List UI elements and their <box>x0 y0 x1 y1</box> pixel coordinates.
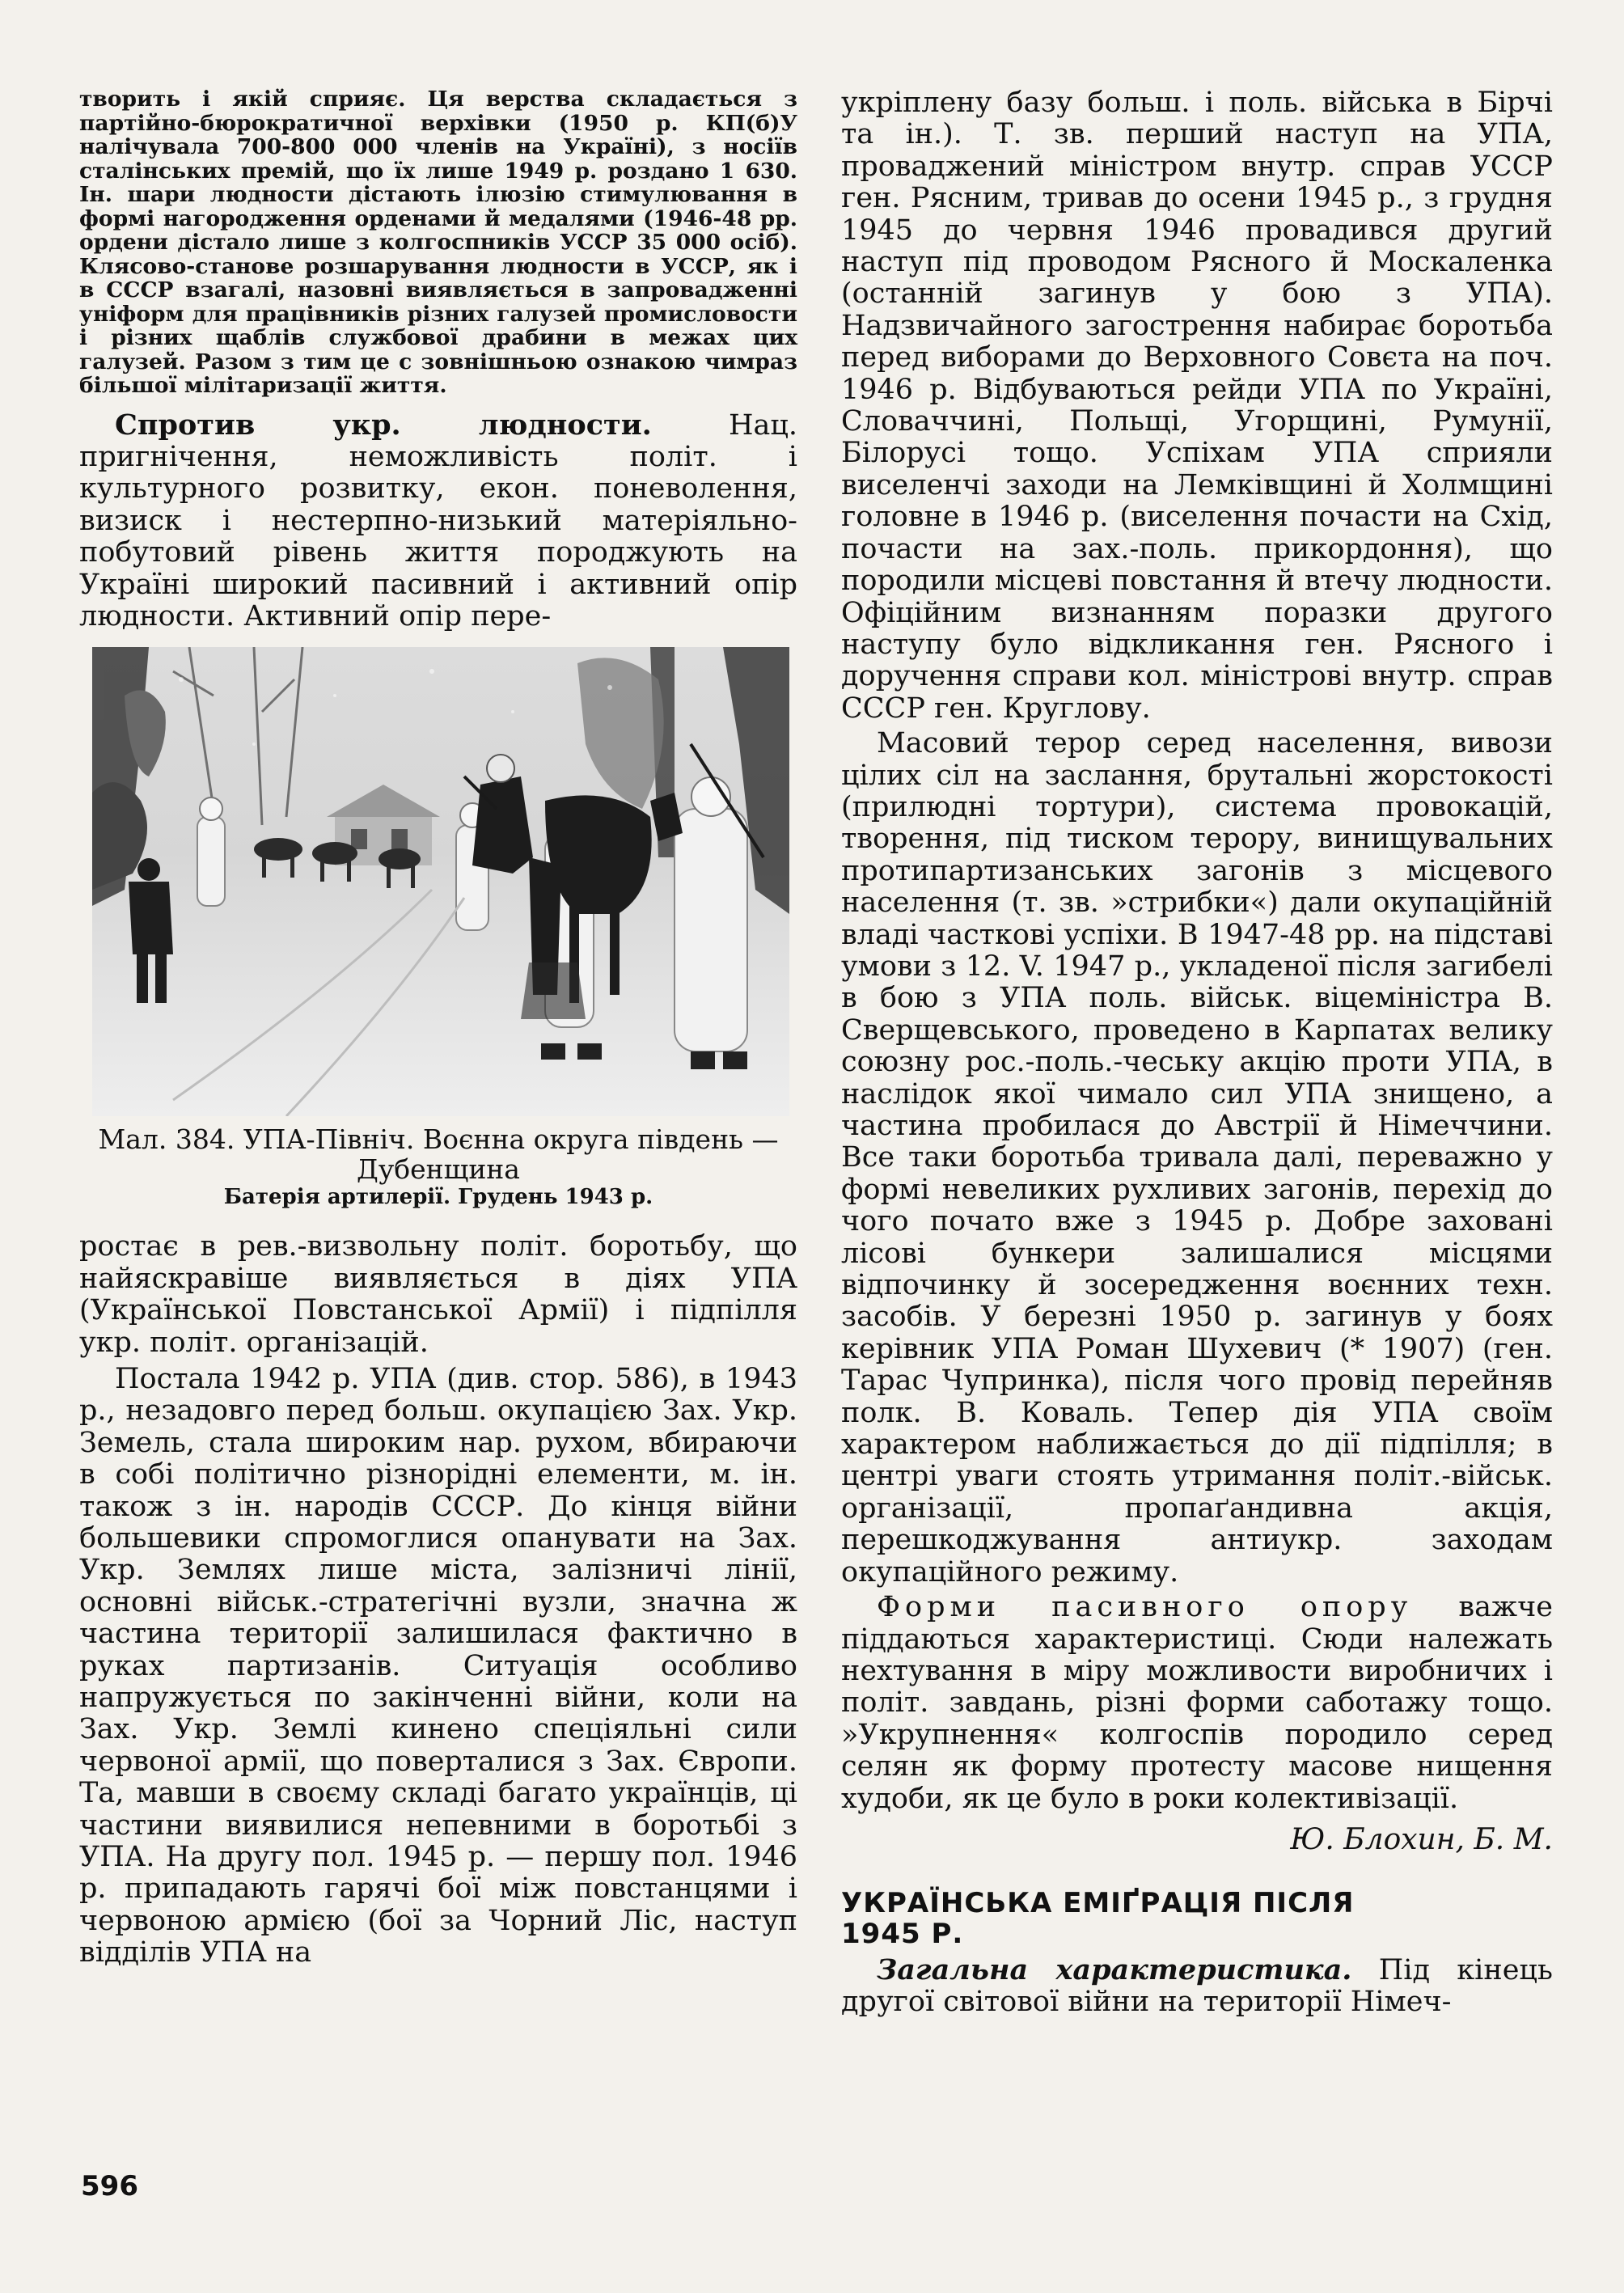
intro-paragraph: творить і якій сприяє. Ця верства складається з партійно-бюрократичної верхівки (1950 р. КП(б)У налічувала 700-800 000 членів на Україні), з носіїв сталінських премій, що їх лише 1949 р. роздано 1 630. Ін. шари людности дістають ілюзію стимулювання в формі нагородження орденами й медалями (1946-48 рр. ордени дістало лише з колгоспників УССР 35 000 осіб). Клясово-станове розшарування людности в УССР, як і в СССР взагалі, назовні виявляється в запровадженні уніформ для працівників різних галузей промисловости і різних щаблів службової драбини в межах цих галузей. Разом з тим це с зовнішньою ознакою чимраз більшої мілітаризації життя. <box>79 87 797 398</box>
continuation-paragraph: укріплену базу больш. і поль. війська в Бірчі та ін.). Т. зв. перший наступ на УПА, проваджений міністром внутр. справ УССР ген. Рясним, тривав до осени 1945 р., з грудня 1945 до червня 1946 провадився другий наступ під проводом Рясного й Москаленка (останній загинув у бою з УПА). Надзвичайного загострення набирає боротьба перед виборами до Верховного Совєта на поч. 1946 р. Відбуваються рейди УПА по Україні, Словаччині, Польщі, Угорщині, Румунії, Білорусі тощо. Успіхам УПА сприяли виселенчі заходи на Лемківщині й Холмщині головне в 1946 р. (виселення почасти на Схід, почасти на зах.-поль. прикордоння), що породили місцеві повстання й втечу людности. Офіційним визнанням поразки другого наступу було відкликання ген. Рясного і доручення справи кол. міністрові внутр. справ СССР ген. Круглову. <box>841 87 1553 725</box>
figure-caption: Мал. 384. УПА-Північ. Воєнна округа південь — Дубенщина <box>98 1123 779 1186</box>
passive-paragraph <box>841 1592 1553 1815</box>
general-text: Під кінець другої світової війни на території Німеч- <box>841 1953 1553 2019</box>
figure-subcaption: Батерія артилерії. Грудень 1943 р. <box>223 1185 653 1210</box>
general-paragraph <box>841 1954 1553 2019</box>
right-column <box>841 87 1553 2019</box>
resistance-text: Нац. пригнічення, неможливість політ. і культурного розвитку, екон. поневолення, визиск і нестерпно-низький матеріяльно-побутовий рівень життя породжують на Україні широкий пасивний і активний опір людности. Активний опір пере- <box>79 408 797 632</box>
winter-artillery-photo <box>92 647 789 1116</box>
page-number: 596 <box>81 2170 138 2202</box>
resistance-heading: Спротив укр. людности. <box>115 408 652 442</box>
resistance-paragraph <box>79 409 797 633</box>
section-title-line2: 1945 Р. <box>841 1917 964 1950</box>
author-signature: Ю. Блохин, Б. М. <box>1290 1822 1553 1856</box>
upa-paragraph: Постала 1942 р. УПА (див. стор. 586), в 1943 р., незадовго перед больш. окупацією Зах. Укр. Земель, стала широким нар. рухом, вбираючи в собі політично різнорідні елементи, м. ін. також з ін. народів СССР. До кінця війни большевики спромоглися опанувати на Зах. Укр. Землях лише міста, залізничі лінії, основні військ.-стратегічні вузли, значна ж частина території залишилася фактично в руках партизанів. Ситуація особливо напружується по закінченні війни, коли на Зах. Укр. Землі кинено спеціяльні сили червоної армії, що поверталися з Зах. Європи. Та, мавши в своєму складі багато українців, ці частини виявилися непевними в боротьбі з УПА. На другу пол. 1945 р. — першу пол. 1946 р. припадають гарячі бої між повстанцями і червоною армією (бої за Чорний Ліс, наступ відділів УПА на <box>79 1362 797 1969</box>
left-column <box>79 87 797 1969</box>
figure-photo <box>92 647 789 1116</box>
section-title-line1: УКРАЇНСЬКА ЕМІҐРАЦІЯ ПІСЛЯ <box>841 1886 1355 1919</box>
terror-paragraph: Масовий терор серед населення, вивози цілих сіл на заслання, брутальні жорстокості (прилюдні тортури), система провокацій, творення, під тиском терору, винищувальних протипартизанських загонів з місцевого населення (т. зв. »стрибки«) дали окупаційній владі часткові успіхи. В 1947-48 рр. на підставі умови з 12. V. 1947 р., укладеної після загибелі в бою з УПА поль. військ. віцеміністра В. Сверщевського, проведено в Карпатах велику союзну рос.-поль.-чеську акцію проти УПА, в наслідок якої чимало сил УПА знищено, а частина пробилася до Австрії й Німеччини. Все таки боротьба тривала далі, переважно у формі невеликих рухливих загонів, перехід до чого почато вже з 1945 р. Добре заховані лісові бункери залишалися місцями відпочинку й зосередження воєнних техн. засобів. У березні 1950 р. загинув у боях керівник УПА Роман Шухевич (* 1907) (ген. Тарас Чупринка), після чого провід перейняв полк. В. Коваль. Тепер дія УПА своїм характером наближається до дії підпілля; в центрі уваги стоять утримання політ.-військ. організації, пропаґандивна акція, перешкоджування антиукр. заходам окупаційного режиму. <box>841 727 1553 1589</box>
general-heading: Загальна характеристика. <box>877 1952 1352 1986</box>
after-figure-paragraph: ростає в рев.-визвольну політ. боротьбу, що найяскравіше виявляється в діях УПА (Української Повстанської Армії) і підпілля укр. політ. організацій. <box>79 1230 797 1359</box>
passive-text: важче піддаються характеристиці. Сюди належать нехтування в міру можливости виробничих і політ. завдань, різні форми саботажу тощо. »Укрупнення« колгоспів породило серед селян як форму протесту масове нищення худоби, як це було в роки колективізації. <box>841 1591 1553 1815</box>
passive-spaced-heading: Форми пасивного опору <box>877 1591 1413 1624</box>
